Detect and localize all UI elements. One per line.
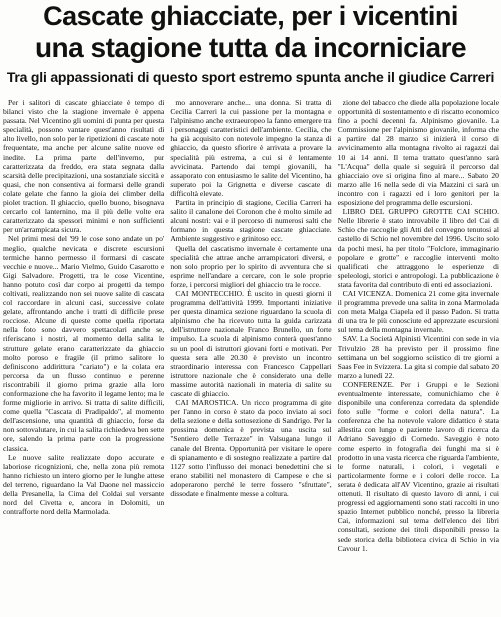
- column-1: [3, 98, 164, 617]
- paragraph: Nel primi mesi del '99 le cose sono andate un po' meglio, qualche nevicata e discrete escursioni termiche hanno permesso il formarsi di cascate vecchie e nuove... Mario Vielmo, Guido Casarotto e Gigi Salvadore. Progetti, tra le cose Vicentine, hanno potuto così dar corpo ai progetti da tempo coltivati, realizzando non sei nuove salite di cascata col raccordare in alcuni casi, successive colate gelate, affrontando anche i tratti di difficile prese rocciose. Alcune di queste come quella riportata nella foto sono davvero spettacolari anche se, riferiscano i nostri, al momento della salita le strutture gelate erano caratterizzate da ghiaccio molto poroso e fragile (il primo salitore lo definiscono addirittura "cariato") e la colata era percorsa da un flusso continuo e perenne riscontrabili il giorno prima grazie alla loro conformazione che ha favorito il legame lento; ma le forme migliorie in arrivo. Si tratta di salite difficili, come quella "Cascata di Pradipaldo", al momento dell'ascensione, una quantità di ghiaccio, forse da non sottovalutare, in cui la salita richiedeva ben sette ore, salendo la prima parte con la progressione classica.: [3, 234, 165, 453]
- column-3: [338, 98, 499, 617]
- article-body: [3, 98, 499, 617]
- headline-line-2: una stagione tutta da incorniciare: [34, 32, 467, 63]
- paragraph: CAI MAROSTICA. Un ricco programma di gite per l'anno in corso è stato da poco inviato ai soci della sezione e della sottosezione di Sandrigo. Per la prossima domenica è prevista una uscita sul "Sentiero delle Terrazze" in Valsugana lungo il canale del Brenta. Opportunità per visitare le opere di spianamento e di sostegno realizzate a partire dal 1127 sotto l'influsso dei monaci benedettini che si erano stabiliti nel monastero di Campese e che si adoperarono perché le terre fossero "sfruttate", dissodate e finalmente messe a coltura.: [170, 398, 332, 499]
- paragraph: Le nuove salite realizzate dopo accurate e laboriose ricognizioni, che, nella zona più remota hanno richiesto un intero giorno per le lunghe attese del terreno, riguardano la Val Daone nel massiccio della Presanella, la Cima del Coldai sul versante nord del Civetta e, ancora in Dolomiti, un contrafforte nord della Marmolada.: [3, 452, 165, 517]
- paragraph: CAI VICENZA. Domenica 21 come gita invernale il programma prevede una salita in zona Marmolada con meta Malga Ciapela ed il passo Padon. Si tratta di una tra le più conosciute ed apprezzate escursioni sul tema della montagna invernale.: [337, 288, 499, 335]
- paragraph: CONFERENZE. Per i Gruppi e le Sezioni eventualmente interessate, comunichiamo che è disponibile una conferenza corredata da splendide foto sulle "forme e colori della natura". La conferenza che ha notevole valore didattico è stata allestita con lungo e paziente lavoro di ricerca da Adriano Saveggio di Cornedo. Saveggio è noto come esperto in fotografia dei funghi ma si è prodotto in una vasta ricerca che riguarda l'ambiente, le forme naturali, i colori, i vegetali e particolarmente forme e i colori delle rocce. La serata è dedicata all'AV Vicentino, grazie ai risultati ottenuti. Il risultato di questo lavoro di anni, i cui progressi ed aggiornamenti sono stati raccolti in uno spazio Internet pubblico nonché, presso la libreria Cai, informazioni sul tema dell'elenco dei libri consultati, sezione dei titoli disponibili presso la sede storica della biblioteca civica di Schio in via Cavour 1.: [337, 379, 499, 553]
- paragraph: Quella del cascatismo invernale è certamente una specialità che attrae anche arrampicatori diversi, e non solo proprio per lo spirito di avventura che si esprime nell'andare a cercare, con le sole proprie forze, i percorsi migliori del ghiaccio tra le rocce.: [170, 243, 332, 289]
- paragraph: zione del tabacco che diede alla popolazione locale opportunità di sostentamento e di riscatto economico fino a pochi decenni fa. Alpinismo giovanile. La Commissione per l'alpinismo giovanile, informa che a partire dal 28 marzo si inizierà il corso di avvicinamento alla montagna rivolto ai ragazzi dai 10 ai 14 anni. Il tema trattato quest'anno sarà "L'Acqua" della quale si seguirà il percorso dal ghiacciaio ove si origina fino al mare... Sabato 20 marzo alle 16 nella sede di via Mazzini ci sarà un incontro con i ragazzi ed i loro genitori per la esposizione del programma delle escursioni.: [337, 98, 499, 208]
- paragraph: SAV. La Società Alpinisti Vicentini con sede in via Trivulzio 28 ha previsto per il prossimo fine settimana un bel soggiorno sciistico di tre giorni a Saas Fee in Svizzera. La gita si compie dal sabato 20 marzo a lunedì 22.: [337, 334, 499, 380]
- paragraph: CAI MONTECCHIO. È uscito in questi giorni il programma dell'attività 1999. Importanti iniziative per questa dinamica sezione riguardano la scuola di alpinismo che ha ricevuto tutta la guida carizzata dell'istruttore nazionale Franco Brunello, un forte impulso. La scuola di alpinismo conterà quest'anno su un pool di istruttori giovani forti e motivati. Per questa sera alle 20.30 è previsto un incontro straordinario interessa con Francesco Cappellari istruttore nazionale che è considerato una delle massime autorità nazionali in materia di salite su cascate di ghiaccio.: [170, 288, 332, 398]
- headline-line-1: Cascate ghiacciate, per i vicentini: [43, 1, 458, 31]
- paragraph: Partita in principio di stagione, Cecilia Carreri ha salito il canalone dei Coronon che è molto simile ad alcuni nostri: vai e il percorso di numerosi salti che formano in questa stagione cascate ghiacciate. Ambiente suggestivo e grinitoso ecc.: [170, 198, 332, 244]
- paragraph: Per i salitori di cascate ghiacciate è tempo di bilanci visto che la stagione invernale è appena passata. Nel Vicentino gli uomini di punta per questa specialità, possono vantare quest'anno risultati di alto livello, non solo per le ripetizioni di cascate note frequentate, ma anche per alcune salite nuove ed inedite. La prima parte dell'inverno, pur caratterizzata da freddo, era stata segnata dalla scarsità delle precipitazioni, una sostanziale siccità e quasi, che non consentiva ai formarsi delle grandi colate gelate che fanno la gioia dei climber della piolet traction. Il ghiaccio, quello buono, bisognava cercarlo col lanternino, ma il più delle volte era caratterizzato da spessori minimi e non sufficienti per un'arrampicata sicura.: [3, 98, 165, 235]
- paragraph: LIBRO DEL GRUPPO GROTTE CAI SCHIO. Nelle librerie è stato introvabile il libro del Cai di Schio che raccoglie gli Atti del convegno tenutosi al castello di Schio nel novembre del 1996. Uscito solo da pochi mesi, ha per titolo "Folclore, immaginario popolare e grotte" e raccoglie interventi molto qualificati che attraggono le esperienze di speleologi, storici e antropologi. La pubblicazione è stata favorita dal contributo di enti ed associazioni.: [337, 207, 499, 289]
- subheadline: Tra gli appassionati di questo sport estremo spunta anche il giudice Carreri: [6, 69, 495, 85]
- paragraph: mo annoverare anche... una donna. Si tratta di Cecilia Carreri la cui passione per la montagna e l'alpinismo anche extraeuropeo la fanno emergere tra i personaggi caratteristici dell'ambiente. Cecilia, che ha già acquisito con notevole impegno la stanza di ghiaccio, da questo sfiorire è arrivata a provare la specialità più estrema, a cui si è lentamente avvicinata. Partendo dai tempi giovanili, ha assaporato con entusiasmo le salite del Vicentino, ha superato poi la Grignetta e diverse cascate di difficoltà elevate.: [170, 98, 332, 198]
- column-2: [170, 98, 331, 617]
